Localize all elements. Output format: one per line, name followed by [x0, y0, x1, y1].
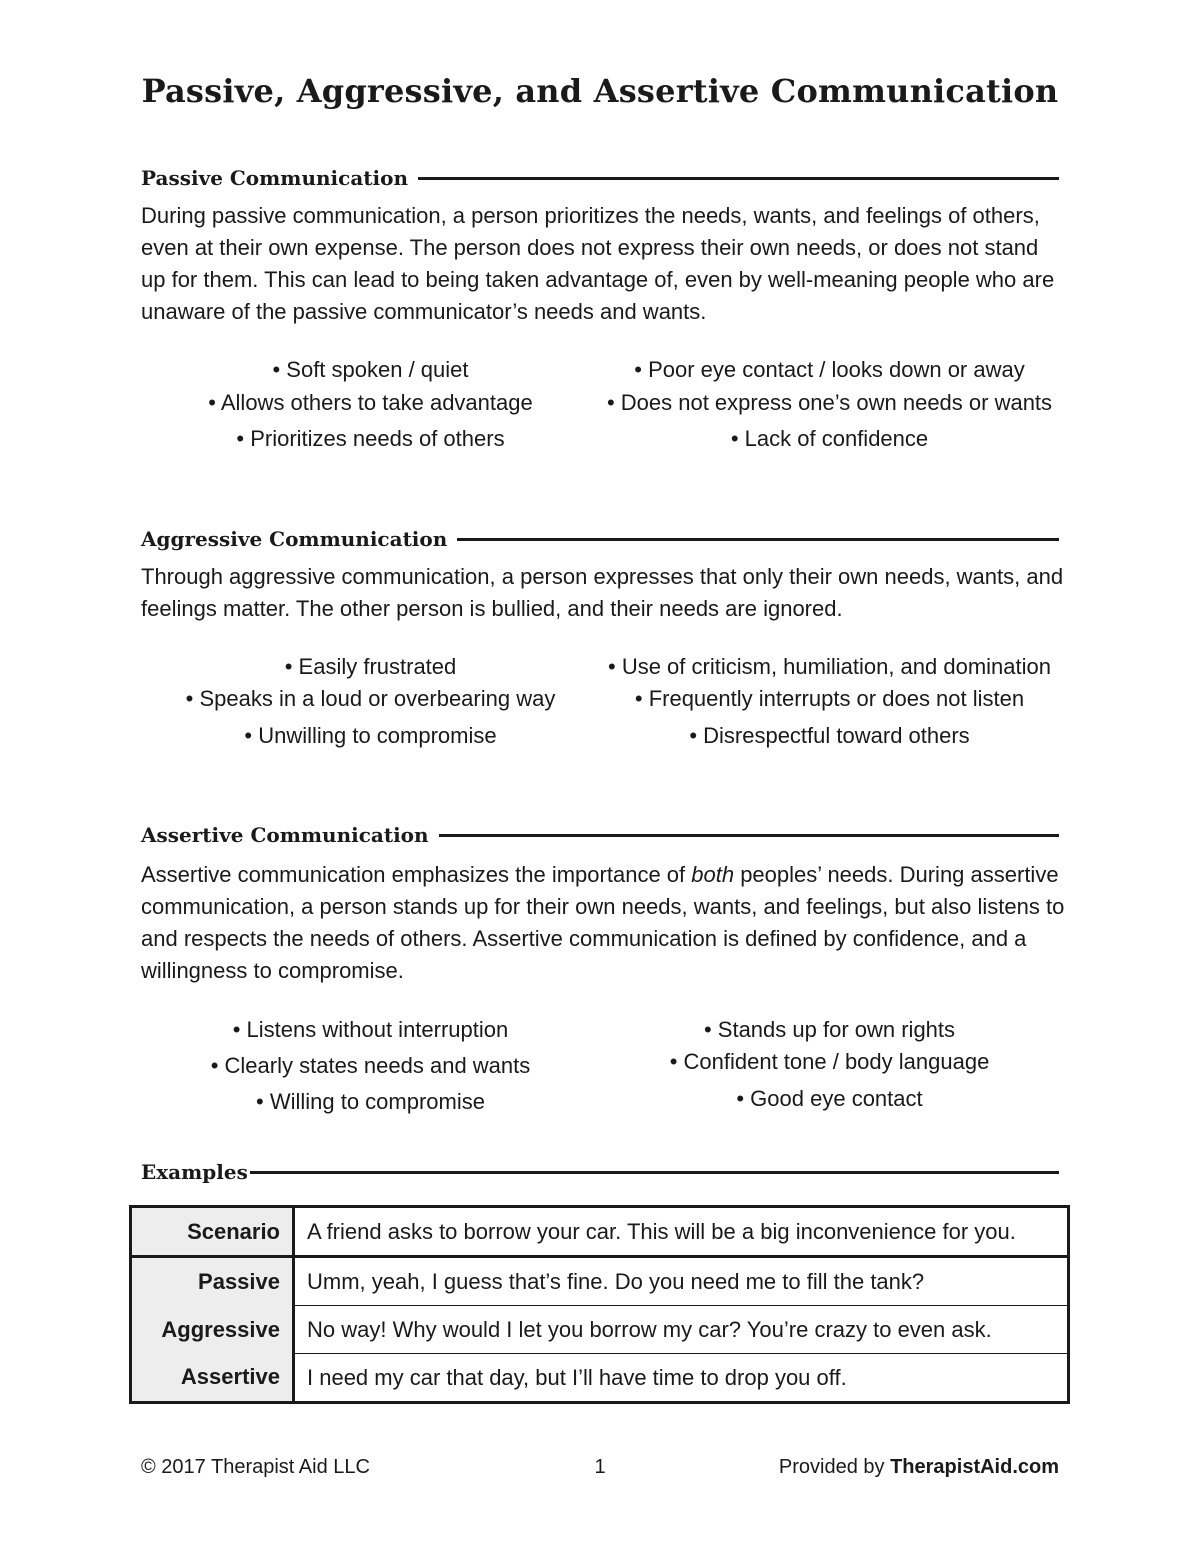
trait-item: • Listens without interruption	[232, 1017, 509, 1042]
footer-copyright: © 2017 Therapist Aid LLC	[141, 1456, 370, 1478]
table-row	[131, 1354, 1069, 1403]
assertive-section-header	[141, 823, 1059, 847]
row-text: A friend asks to borrow your car. This will be a big inconvenience for you.	[294, 1207, 1069, 1257]
brand-link[interactable]: TherapistAid.com	[890, 1456, 1059, 1478]
row-label: Scenario	[131, 1207, 294, 1257]
footer-provided-by	[779, 1456, 1059, 1479]
trait-item: • Allows others to take advantage	[208, 390, 533, 415]
row-text: Umm, yeah, I guess that’s fine. Do you need me to fill the tank?	[294, 1257, 1069, 1306]
trait-item: • Use of criticism, humiliation, and domination	[608, 654, 1051, 679]
row-text: I need my car that day, but I’ll have time to drop you off.	[307, 1364, 847, 1390]
row-text: No way! Why would I let you borrow my car? You’re crazy to even ask.	[294, 1306, 1069, 1354]
trait-item: • Frequently interrupts or does not listen	[634, 686, 1025, 711]
assertive-description-start: Assertive communication emphasizes the importance of	[141, 862, 692, 887]
assertive-description	[141, 859, 1066, 987]
section-divider	[457, 538, 1059, 541]
assertive-description-emphasis: both	[691, 862, 735, 887]
trait-item: • Disrespectful toward others	[689, 723, 970, 748]
section-divider	[250, 1171, 1059, 1174]
trait-item: • Clearly states needs and wants	[210, 1053, 531, 1078]
passive-description: During passive communication, a person prioritizes the needs, wants, and feelings of others, even at their own expense. The person does not express their own needs, or does not stand up for them. This can lead to being taken advantage of, even by well-meaning people who are unaware of the passive communicator’s needs and wants.	[141, 203, 1055, 324]
trait-item: • Confident tone / body language	[669, 1049, 990, 1074]
trait-item: • Does not express one’s own needs or wants	[606, 390, 1053, 415]
trait-item: • Unwilling to compromise	[244, 723, 497, 748]
assertive-heading: Assertive Communication	[141, 823, 429, 847]
assertive-description-end: peoples’ needs. During assertive communication, a person stands up for their own needs, wants, and feelings, but also listens to and respects the needs of others. Assertive communication is defined by confidence, and a willingness to compromise.	[141, 862, 1065, 983]
examples-heading: Examples	[141, 1160, 248, 1184]
trait-item: • Lack of confidence	[730, 426, 929, 451]
section-divider	[418, 177, 1059, 180]
trait-item: • Speaks in a loud or overbearing way	[185, 686, 556, 711]
section-divider	[439, 834, 1059, 837]
trait-item: • Good eye contact	[736, 1086, 923, 1111]
examples-section-header	[141, 1160, 1059, 1184]
aggressive-heading: Aggressive Communication	[141, 527, 448, 551]
aggressive-section-header	[141, 527, 1059, 551]
table-row	[131, 1207, 1069, 1257]
row-label: Assertive	[131, 1354, 294, 1403]
aggressive-description: Through aggressive communication, a person expresses that only their own needs, wants, and feelings matter. The other person is bullied, and their needs are ignored.	[141, 564, 1064, 621]
provided-by-label: Provided by	[778, 1456, 891, 1478]
row-label: Passive	[131, 1257, 294, 1306]
table-row	[131, 1257, 1069, 1306]
trait-item: • Prioritizes needs of others	[236, 426, 505, 451]
trait-item: • Easily frustrated	[284, 654, 457, 679]
row-label: Aggressive	[131, 1306, 294, 1354]
page-title: Passive, Aggressive, and Assertive Communication	[141, 72, 1059, 110]
examples-table	[129, 1205, 1070, 1404]
trait-item: • Soft spoken / quiet	[272, 357, 469, 382]
table-row	[131, 1306, 1069, 1354]
trait-item: • Poor eye contact / looks down or away	[634, 357, 1025, 382]
passive-heading: Passive Communication	[141, 166, 409, 190]
footer-page-number: 1	[594, 1456, 606, 1478]
trait-item: • Stands up for own rights	[703, 1017, 956, 1042]
trait-item: • Willing to compromise	[256, 1089, 485, 1114]
passive-section-header	[141, 166, 1059, 190]
